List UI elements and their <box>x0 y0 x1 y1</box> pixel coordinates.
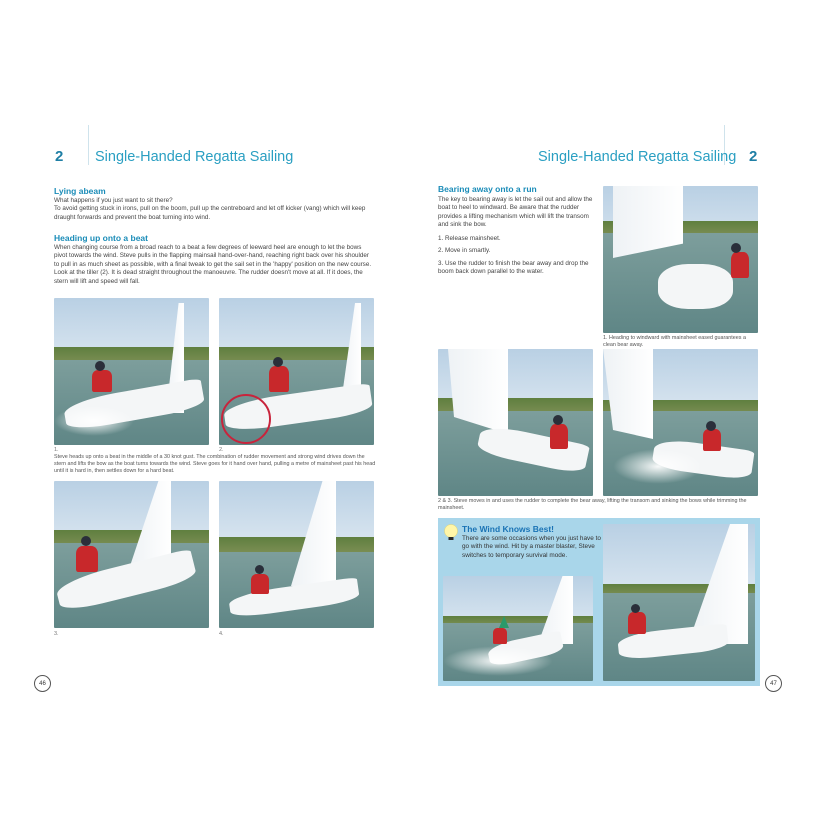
tip-photo-2 <box>603 524 755 681</box>
chapter-title-left: Single-Handed Regatta Sailing <box>95 149 294 165</box>
heading-lying-abeam: Lying abeam <box>54 186 106 196</box>
highlight-circle <box>221 394 271 444</box>
step-1: 1. Release mainsheet. <box>438 235 501 242</box>
lightbulb-icon <box>443 524 459 542</box>
bearing-away-text: The key to bearing away is let the sail out and allow the boat to heel to windward. Be aware that the rudder provides a lifting mechanism which will lift the transom and sink the bow. <box>438 196 593 229</box>
photo-4 <box>219 481 374 628</box>
photo-3 <box>54 481 209 628</box>
tip-title: The Wind Knows Best! <box>462 524 555 534</box>
lying-abeam-text <box>54 197 376 222</box>
step-3: 3. Use the rudder to finish the bear away and drop the boom back down parallel to the water. <box>438 259 589 276</box>
caption-right-photos-2-3: 2 & 3. Steve moves in and uses the rudder to complete the bear away, lifting the transom and sinking the bows while trimming the mainsheet. <box>438 498 747 511</box>
heading-heading-up: Heading up onto a beat <box>54 233 148 243</box>
tip-body: There are some occasions when you just have to go with the wind. Hit by a master blaster, Steve switches to temporary survival mode. <box>462 535 601 559</box>
heading-bearing-away: Bearing away onto a run <box>438 184 537 194</box>
chapter-number-right: 2 <box>749 148 758 165</box>
caption-right-photo-1: 1. Heading to windward with mainsheet eased guarantees a clean bear away. <box>603 335 746 348</box>
photo-2 <box>219 298 374 445</box>
chapter-title-right: Single-Handed Regatta Sailing <box>538 149 737 165</box>
photo-1 <box>54 298 209 445</box>
photo-right-3 <box>603 349 758 496</box>
page-number-right: 47 <box>765 675 782 692</box>
photo-label-1: 1. <box>54 447 59 453</box>
photo-label-2: 2. <box>219 447 224 453</box>
photo-label-3: 3. <box>54 631 59 637</box>
paragraph: To avoid getting stuck in irons, pull on the boom, pull up the centreboard and let off kicker (vang) which will keep draught forwards and prevent the boat turning into wind. <box>54 205 366 221</box>
photo-label-4: 4. <box>219 631 224 637</box>
photo-right-2 <box>438 349 593 496</box>
chapter-number-left: 2 <box>55 148 64 165</box>
header-divider-left <box>88 125 89 165</box>
page-number-left: 46 <box>34 675 51 692</box>
tip-photo-1 <box>443 576 593 681</box>
bearing-away-steps <box>438 235 596 277</box>
photo-right-1 <box>603 186 758 333</box>
heading-up-text: When changing course from a broad reach to a beat a few degrees of leeward heel are enough to let the bows pivot towards the wind. Steve pulls in the flapping mainsail hand-over-hand, reaching right back over his shoulder to pull in as much sheet as possible, with a final tweak to get the sail set in the 'happy' position on the new course. Look at the tiller (2). It is dead straight throughout the manoeuvre. The rudder doesn't move at all. If it does, the stern will lift and speed will fall. <box>54 244 372 285</box>
caption-photos-1-2: Steve heads up onto a beat in the middle of a 30 knot gust. The combination of rudder movement and strong wind drives down the stern and lifts the bow as the boat turns towards the wind. Steve goes for it hand over hand, pulling a metre of mainsheet past his head until it is hard in, then settles down for a hard beat. <box>54 454 376 474</box>
step-2: 2. Move in smartly. <box>438 247 491 255</box>
paragraph: What happens if you just want to sit there? <box>54 197 173 204</box>
tip-box <box>438 518 760 686</box>
